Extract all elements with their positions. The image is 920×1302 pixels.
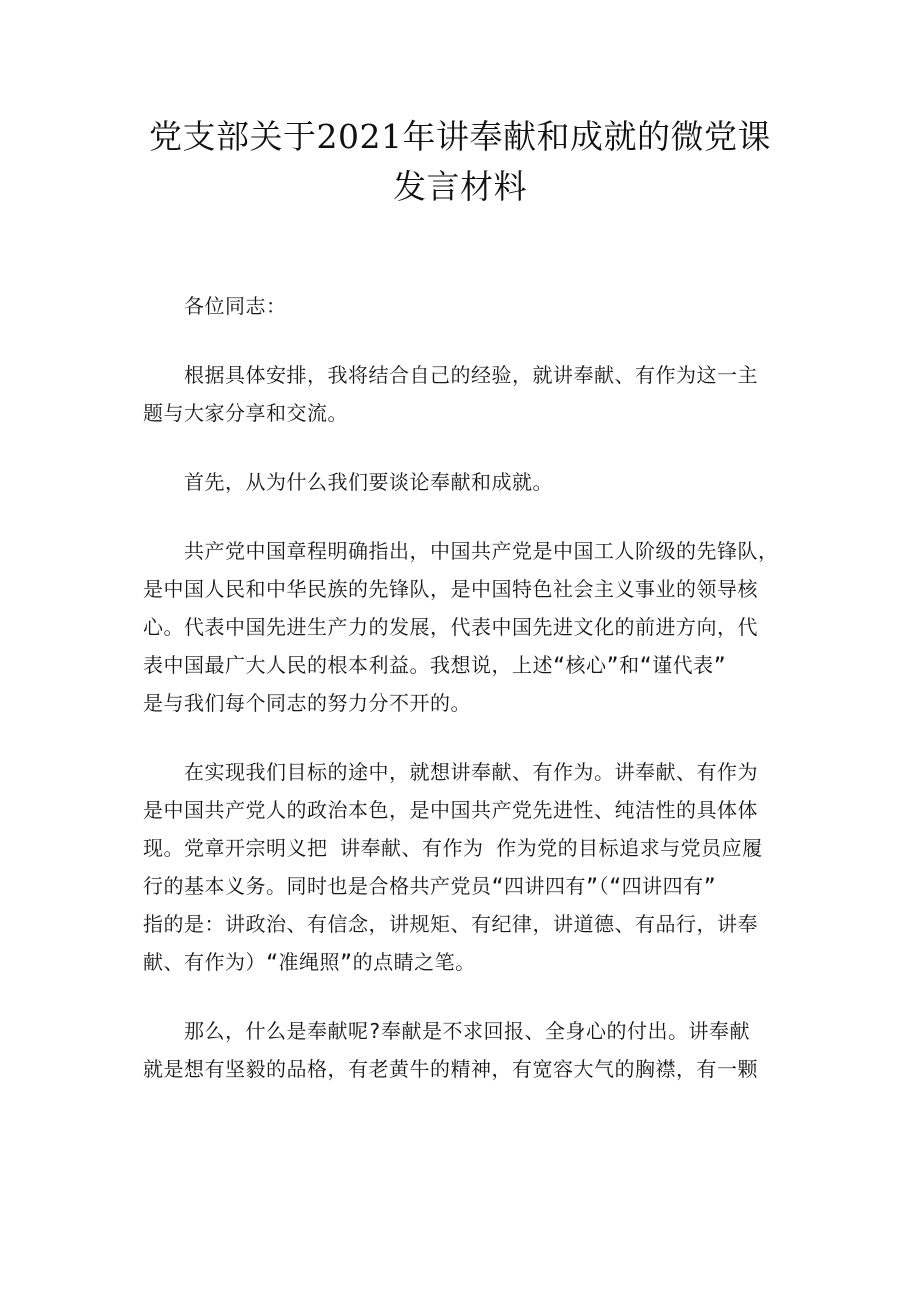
title-line: 党支部关于2021年讲奉献和成就的微党课 (149, 117, 771, 156)
paragraph-salutation (143, 287, 783, 325)
document-title (100, 112, 820, 212)
text-line: 献、有作为）“准绳照”的点睛之笔。 (143, 950, 476, 974)
paragraph-dedication (143, 1012, 783, 1088)
text-line: 行的基本义务。同时也是合格共产党员“四讲四有”（“四讲四有” (143, 874, 717, 898)
paragraph-first (143, 463, 783, 501)
text-line: 是中国人民和中华民族的先锋队，是中国特色社会主义事业的领导核 (143, 577, 758, 601)
text-line: 就是想有坚毅的品格，有老黄牛的精神，有宽容大气的胸襟，有一颗 (143, 1057, 758, 1081)
text-line: 现。党章开宗明义把 讲奉献、有作为 作为党的目标追求与党员应履 (143, 836, 763, 860)
paragraph-goal (143, 753, 783, 981)
title-line: 发言材料 (393, 167, 527, 206)
paragraph-charter (143, 532, 783, 722)
text-line: 在实现我们目标的途中，就想讲奉献、有作为。讲奉献、有作为 (184, 760, 758, 784)
text-line: 表中国最广大人民的根本利益。我想说，上述“核心”和“谨代表” (143, 653, 727, 677)
text-line: 题与大家分享和交流。 (143, 401, 348, 425)
text-line: 心。代表中国先进生产力的发展，代表中国先进文化的前进方向，代 (143, 615, 758, 639)
paragraph-intro (143, 356, 783, 432)
text-line: 各位同志： (184, 294, 287, 318)
document-body (143, 287, 783, 1088)
text-line: 是中国共产党人的政治本色，是中国共产党先进性、纯洁性的具体体 (143, 798, 758, 822)
text-line: 共产党中国章程明确指出，中国共产党是中国工人阶级的先锋队， (184, 539, 779, 563)
text-line: 根据具体安排，我将结合自己的经验，就讲奉献、有作为这一主 (184, 363, 758, 387)
text-line: 指的是：讲政治、有信念，讲规矩、有纪律，讲道德、有品行，讲奉 (143, 912, 758, 936)
text-line: 是与我们每个同志的努力分不开的。 (143, 691, 471, 715)
text-line: 首先，从为什么我们要谈论奉献和成就。 (184, 470, 553, 494)
text-line: 那么，什么是奉献呢?奉献是不求回报、全身心的付出。讲奉献 (184, 1019, 751, 1043)
